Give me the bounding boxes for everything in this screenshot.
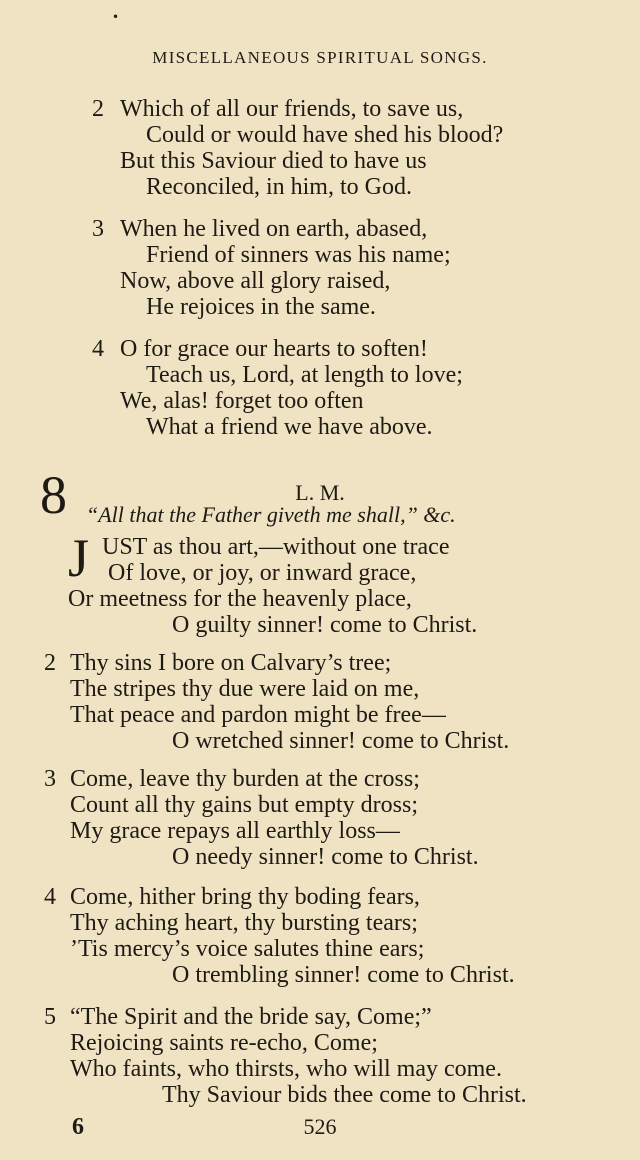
- verse-number: 4: [92, 336, 104, 362]
- signature-mark: 6: [72, 1114, 84, 1140]
- verse-line: Count all thy gains but empty dross;: [70, 792, 418, 818]
- page-number: 526: [303, 1114, 337, 1139]
- verse-line: Thy Saviour bids thee come to Christ.: [162, 1082, 527, 1108]
- verse-line: Friend of sinners was his name;: [146, 242, 451, 268]
- verse-line: Who faints, who thirsts, who will may come.: [70, 1056, 502, 1082]
- verse-line: Thy sins I bore on Calvary’s tree;: [70, 650, 392, 676]
- verse-number: 4: [44, 884, 56, 910]
- verse-number: 2: [92, 96, 104, 122]
- verse-line: Rejoicing saints re-echo, Come;: [70, 1030, 378, 1056]
- verse-line: O trembling sinner! come to Christ.: [172, 962, 515, 988]
- verse-line: That peace and pardon might be free—: [70, 702, 446, 728]
- hymn-number: 8: [40, 465, 67, 525]
- verse-line: Teach us, Lord, at length to love;: [146, 362, 463, 388]
- verse-line: O wretched sinner! come to Christ.: [172, 728, 510, 754]
- verse-line: ’Tis mercy’s voice salutes thine ears;: [70, 936, 425, 962]
- hymn-subtitle: “All that the Father giveth me shall,” &c.: [86, 502, 456, 527]
- verse-line: O needy sinner! come to Christ.: [172, 844, 479, 870]
- verse-number: 5: [44, 1004, 56, 1030]
- verse-line: Come, hither bring thy boding fears,: [70, 884, 420, 910]
- verse-line: When he lived on earth, abased,: [120, 216, 428, 242]
- verse-line: My grace repays all earthly loss—: [70, 818, 400, 844]
- verse-line: UST as thou art,—without one trace: [102, 534, 450, 560]
- verse-line: Which of all our friends, to save us,: [120, 96, 464, 122]
- verse-line: We, alas! forget too often: [120, 388, 364, 414]
- page-mark: •: [112, 10, 120, 24]
- verse-line: Now, above all glory raised,: [120, 268, 391, 294]
- verse-line: O guilty sinner! come to Christ.: [172, 612, 478, 638]
- verse-line: O for grace our hearts to soften!: [120, 336, 428, 362]
- running-header: MISCELLANEOUS SPIRITUAL SONGS.: [152, 48, 488, 67]
- verse-line: He rejoices in the same.: [146, 294, 376, 320]
- verse-line: Could or would have shed his blood?: [146, 122, 504, 148]
- verse-line: Of love, or joy, or inward grace,: [108, 560, 417, 586]
- verse-line: Reconciled, in him, to God.: [146, 174, 412, 200]
- verse-number: 3: [92, 216, 104, 242]
- verse-number: 2: [44, 650, 56, 676]
- verse-line: But this Saviour died to have us: [120, 148, 427, 174]
- verse-line: Or meetness for the heavenly place,: [68, 586, 412, 612]
- verse-line: Come, leave thy burden at the cross;: [70, 766, 420, 792]
- verse-line: “The Spirit and the bride say, Come;”: [70, 1004, 432, 1030]
- verse-line: Thy aching heart, thy bursting tears;: [70, 910, 418, 936]
- verse-line: The stripes thy due were laid on me,: [70, 676, 420, 702]
- verse-line: What a friend we have above.: [146, 414, 433, 440]
- verse-number: 3: [44, 766, 56, 792]
- drop-cap: J: [68, 528, 90, 588]
- hymn-meter: L. M.: [295, 480, 345, 505]
